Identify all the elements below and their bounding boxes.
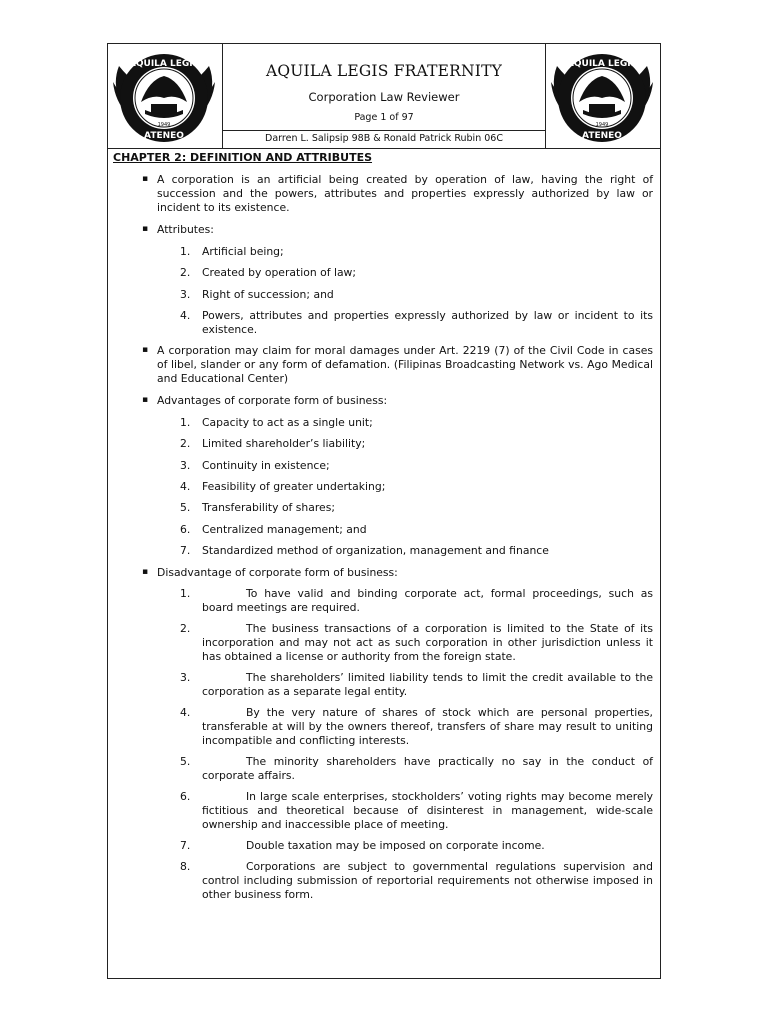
bullet-attributes: ▪ Attributes: (157, 223, 653, 237)
item-number: 7. (180, 839, 191, 852)
item-text: The business transactions of a corporation is limited to the State of its incorporation and may not act as such corporation in other jurisdiction unless it has obtained a license or authority from the foreign state. (202, 622, 653, 663)
item-number: 1. (180, 587, 191, 600)
fraternity-logo-right (545, 44, 660, 148)
item-text: By the very nature of shares of stock which are personal properties, transferable at will by the owners thereof, transfers of share may result to uniting incompatible and conflicting interests. (202, 706, 653, 747)
bullet-disadvantages: ▪ Disadvantage of corporate form of business: (157, 566, 653, 580)
item-number: 3. (180, 459, 191, 472)
fraternity-title: AQUILA LEGIS FRATERNITY (265, 62, 503, 80)
svg-text:ATENEO: ATENEO (582, 131, 622, 141)
item-number: 6. (180, 523, 191, 536)
authors-line: Darren L. Salipsip 98B & Ronald Patrick Rubin 06C (222, 130, 546, 147)
disadvantage-item (180, 790, 653, 832)
svg-text:AQUILA LEGIS: AQUILA LEGIS (566, 59, 638, 69)
advantage-item (180, 501, 653, 515)
eagle-seal-icon (547, 46, 657, 146)
page-number: Page 1 of 97 (354, 112, 414, 123)
disadvantage-item (180, 587, 653, 615)
item-number: 1. (180, 245, 191, 258)
item-number: 4. (180, 480, 191, 493)
svg-text:AQUILA LEGIS: AQUILA LEGIS (128, 59, 200, 69)
item-text: Right of succession; and (202, 288, 334, 301)
svg-text:1949: 1949 (157, 122, 171, 128)
advantage-item (180, 480, 653, 494)
disadvantage-item (180, 860, 653, 902)
item-number: 5. (180, 501, 191, 514)
item-text: Artificial being; (202, 245, 284, 258)
item-number: 3. (180, 671, 191, 684)
disadvantage-item (180, 839, 653, 853)
bullet-definition: ▪ A corporation is an artificial being created by operation of law, having the right of succession and the powers, attributes and properties expressly authorized by law or incident to its existence. (157, 173, 653, 215)
disadvantage-item (180, 706, 653, 748)
attribute-item (180, 245, 653, 259)
item-number: 3. (180, 288, 191, 301)
item-text: Limited shareholder’s liability; (202, 437, 366, 450)
item-text: Centralized management; and (202, 523, 367, 536)
item-text: Standardized method of organization, management and finance (202, 544, 549, 557)
advantage-item (180, 416, 653, 430)
disadvantage-item (180, 622, 653, 664)
item-number: 4. (180, 309, 191, 322)
item-number: 2. (180, 622, 191, 635)
disadvantage-item (180, 671, 653, 699)
svg-text:1949: 1949 (595, 122, 609, 128)
item-number: 7. (180, 544, 191, 557)
item-text: Powers, attributes and properties expressly authorized by law or incident to its existence. (202, 309, 653, 336)
item-number: 1. (180, 416, 191, 429)
attribute-item (180, 266, 653, 280)
item-number: 4. (180, 706, 191, 719)
item-text: Corporations are subject to governmental regulations supervision and control including submission of reportorial requirements not otherwise imposed in other business form. (202, 860, 653, 901)
item-text: Created by operation of law; (202, 266, 357, 279)
document-header (108, 44, 660, 149)
reviewer-subtitle: Corporation Law Reviewer (308, 90, 460, 104)
item-text: The shareholders’ limited liability tends to limit the credit available to the corporation as a separate legal entity. (202, 671, 653, 698)
advantage-item (180, 459, 653, 473)
svg-text:ATENEO: ATENEO (144, 131, 184, 141)
item-number: 6. (180, 790, 191, 803)
fraternity-logo-left (108, 44, 223, 148)
document-page (107, 43, 661, 979)
bullet-moral-damages: ▪ A corporation may claim for moral damages under Art. 2219 (7) of the Civil Code in cases of libel, slander or any form of defamation. (Filipinas Broadcasting Network vs. Ago Medical and Educational Center) (157, 344, 653, 386)
item-text: To have valid and binding corporate act, formal proceedings, such as board meetings are required. (202, 587, 653, 614)
item-text: In large scale enterprises, stockholders’ voting rights may become merely fictitious and theoretical because of disinterest in management, wide-scale ownership and inaccessible place of meeting. (202, 790, 653, 831)
item-text: Capacity to act as a single unit; (202, 416, 373, 429)
advantage-item (180, 523, 653, 537)
chapter-heading: CHAPTER 2: DEFINITION AND ATTRIBUTES (113, 151, 373, 164)
eagle-seal-icon (109, 46, 219, 146)
item-text: Double taxation may be imposed on corporate income. (246, 839, 545, 852)
item-number: 2. (180, 437, 191, 450)
item-text: Transferability of shares; (202, 501, 335, 514)
attribute-item (180, 309, 653, 337)
advantage-item (180, 437, 653, 451)
bullet-advantages: ▪ Advantages of corporate form of business: (157, 394, 653, 408)
disadvantage-item (180, 755, 653, 783)
attribute-item (180, 288, 653, 302)
item-number: 5. (180, 755, 191, 768)
item-number: 2. (180, 266, 191, 279)
header-center (222, 44, 546, 148)
advantage-item (180, 544, 653, 558)
item-text: Continuity in existence; (202, 459, 330, 472)
item-text: The minority shareholders have practically no say in the conduct of corporate affairs. (202, 755, 653, 782)
item-number: 8. (180, 860, 191, 873)
item-text: Feasibility of greater undertaking; (202, 480, 386, 493)
